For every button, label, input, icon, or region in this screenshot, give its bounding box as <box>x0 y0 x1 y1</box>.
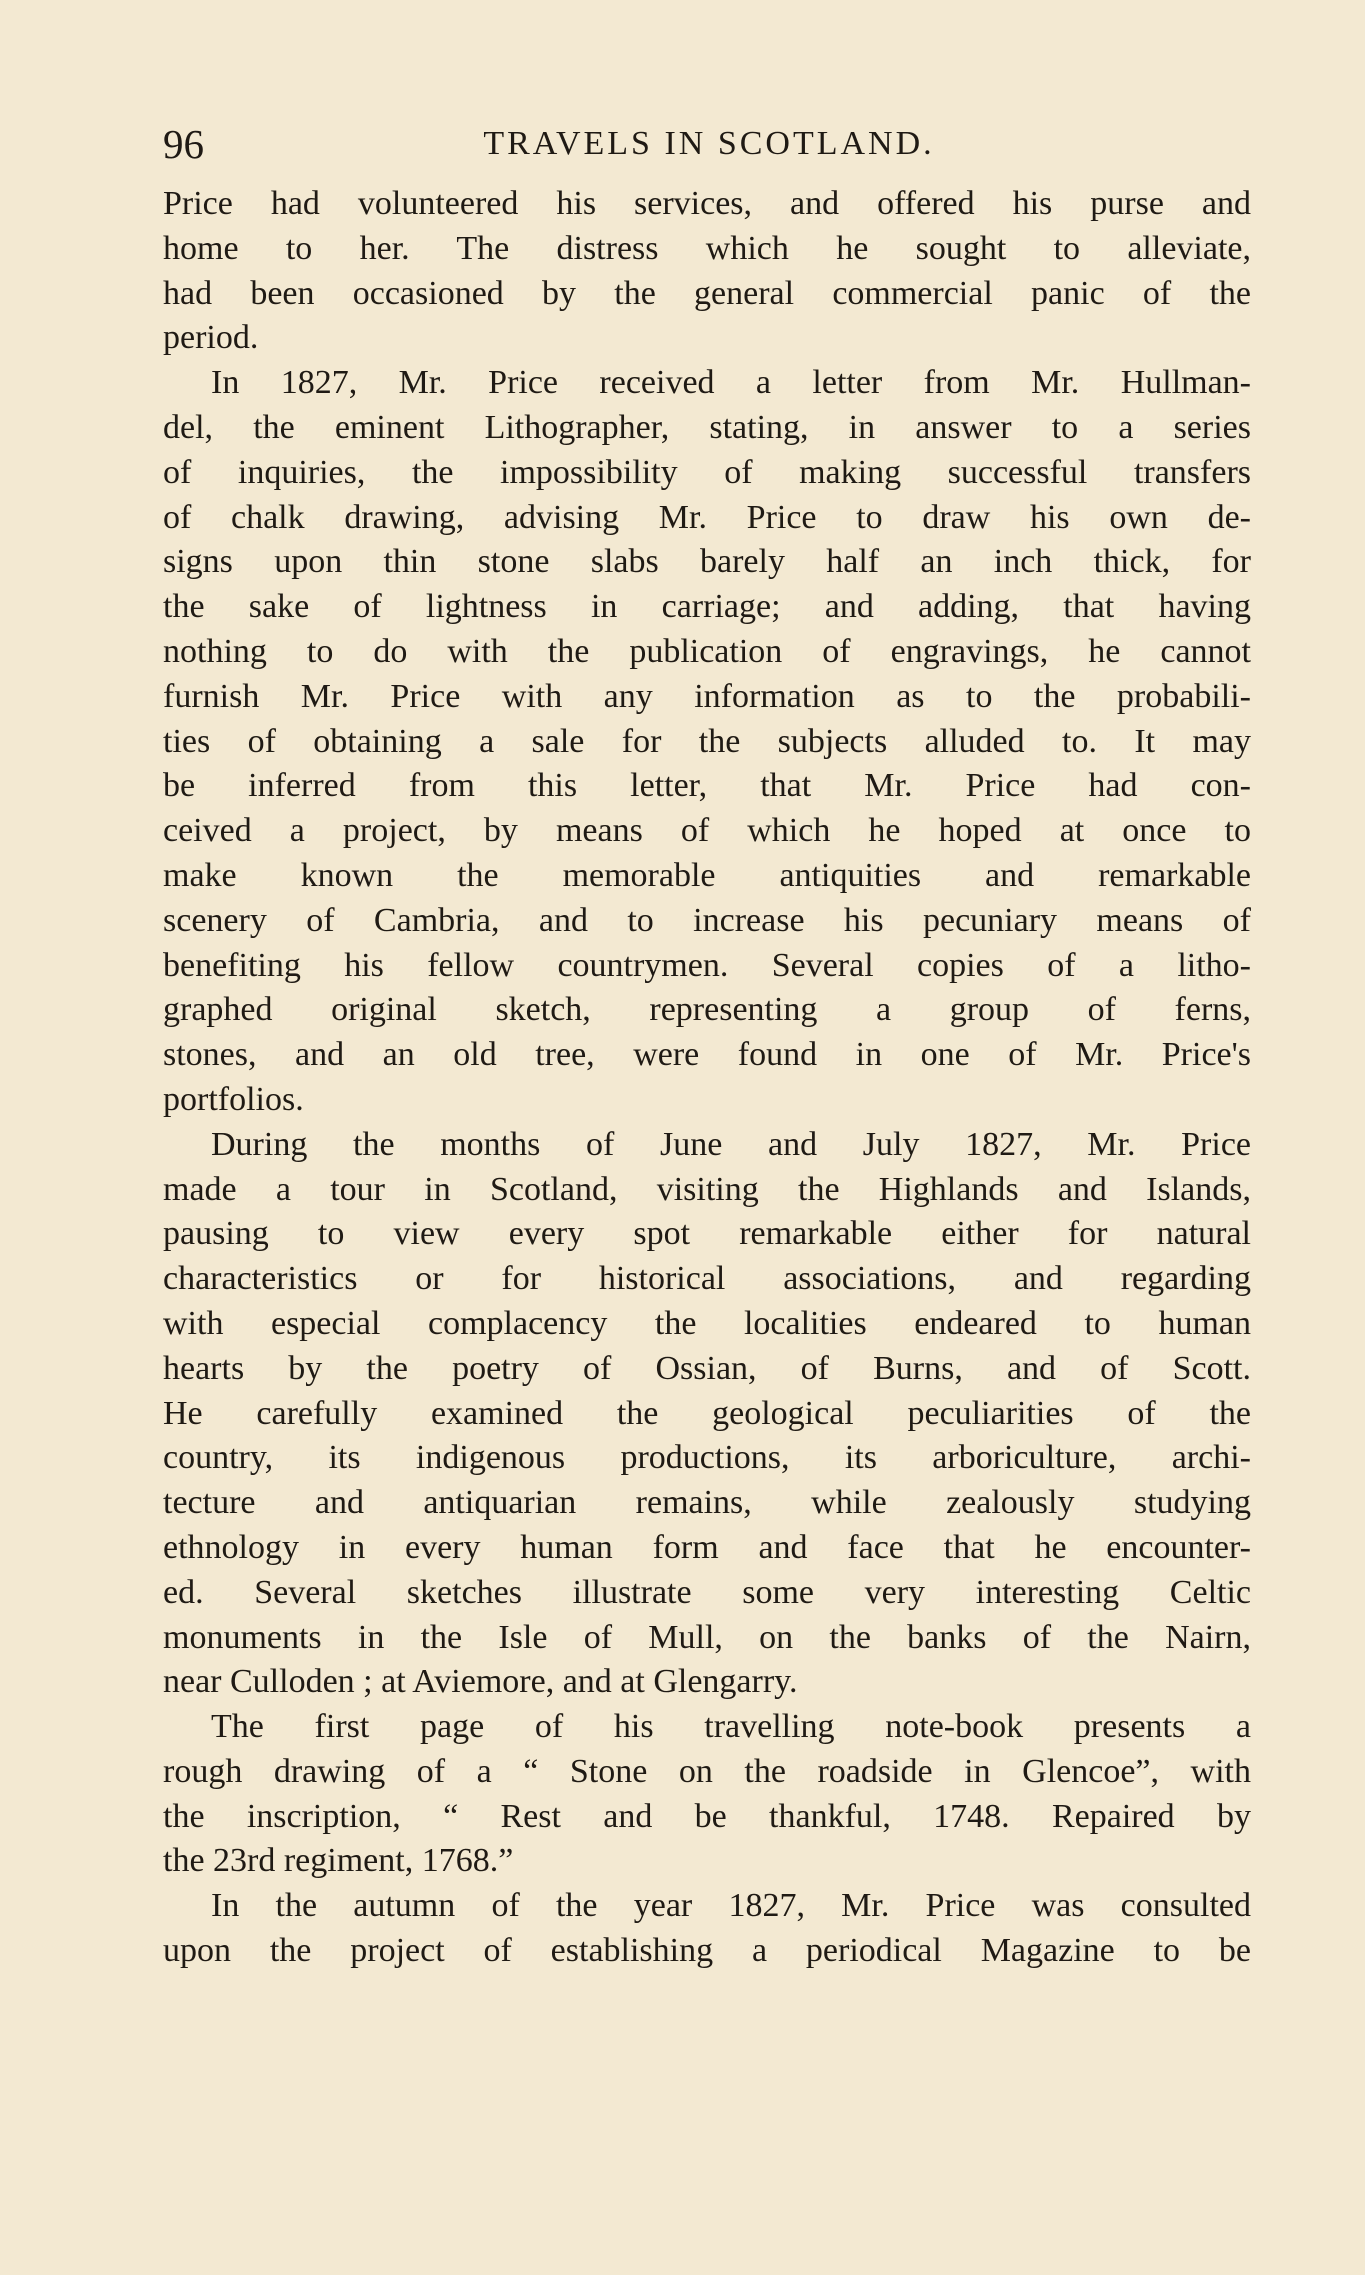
text-line: the 23rd regiment, 1768.” <box>163 1842 514 1880</box>
text-line: signs upon thin stone slabs barely half an inch thick, for <box>163 543 1251 581</box>
text-line: ed. Several sketches illustrate some very interesting Celtic <box>163 1573 1251 1611</box>
body-text <box>163 182 1251 1974</box>
text-line: furnish Mr. Price with any information as to the probabili- <box>163 677 1251 715</box>
text-line: In 1827, Mr. Price received a letter from Mr. Hullman- <box>211 364 1251 402</box>
text-line: upon the project of establishing a periodical Magazine to be <box>163 1932 1251 1970</box>
text-line: the sake of lightness in carriage; and adding, that having <box>163 588 1251 626</box>
text-line: graphed original sketch, representing a group of ferns, <box>163 991 1251 1029</box>
text-line: The first page of his travelling note-book presents a <box>211 1708 1251 1746</box>
text-line: Price had volunteered his services, and offered his purse and <box>163 185 1251 222</box>
text-line: scenery of Cambria, and to increase his pecuniary means of <box>163 901 1251 939</box>
page-number: 96 <box>163 121 204 167</box>
text-line: del, the eminent Lithographer, stating, in answer to a series <box>163 408 1251 446</box>
text-line: characteristics or for historical associations, and regarding <box>163 1260 1251 1298</box>
text-line: pausing to view every spot remarkable either for natural <box>163 1215 1251 1253</box>
text-line: be inferred from this letter, that Mr. Price had con- <box>163 767 1251 805</box>
text-line: near Culloden ; at Aviemore, and at Glengarry. <box>163 1663 798 1701</box>
text-line: period. <box>163 319 259 357</box>
text-line: ethnology in every human form and face that he encounter- <box>163 1528 1251 1566</box>
text-line: rough drawing of a “ Stone on the roadside in Glencoe”, with <box>163 1752 1251 1790</box>
text-line: made a tour in Scotland, visiting the Highlands and Islands, <box>163 1170 1251 1208</box>
text-line: During the months of June and July 1827, Mr. Price <box>211 1125 1251 1163</box>
text-line: country, its indigenous productions, its arboriculture, archi- <box>163 1439 1251 1477</box>
text-line: of inquiries, the impossibility of making successful transfers <box>163 453 1251 491</box>
running-head <box>163 118 1255 170</box>
text-line: hearts by the poetry of Ossian, of Burns, and of Scott. <box>163 1349 1251 1387</box>
text-line: home to her. The distress which he sought to alleviate, <box>163 229 1251 267</box>
text-line: monuments in the Isle of Mull, on the banks of the Nairn, <box>163 1618 1251 1656</box>
text-line: ceived a project, by means of which he hoped at once to <box>163 812 1251 850</box>
text-line: nothing to do with the publication of engravings, he cannot <box>163 632 1251 670</box>
text-line: the inscription, “ Rest and be thankful, 1748. Repaired by <box>163 1797 1251 1835</box>
text-line: ties of obtaining a sale for the subjects alluded to. It may <box>163 722 1251 760</box>
text-line: tecture and antiquarian remains, while zealously studying <box>163 1484 1251 1522</box>
text-line: In the autumn of the year 1827, Mr. Price was consulted <box>211 1887 1251 1925</box>
text-line: portfolios. <box>163 1080 304 1118</box>
text-line: benefiting his fellow countrymen. Several copies of a litho- <box>163 946 1251 984</box>
text-line: stones, and an old tree, were found in one of Mr. Price's <box>163 1036 1251 1074</box>
text-line: of chalk drawing, advising Mr. Price to draw his own de- <box>163 498 1251 536</box>
text-line: make known the memorable antiquities and remarkable <box>163 856 1251 894</box>
text-line: had been occasioned by the general commercial panic of the <box>163 274 1251 312</box>
text-line: with especial complacency the localities endeared to human <box>163 1304 1251 1342</box>
text-line: He carefully examined the geological peculiarities of the <box>163 1394 1251 1432</box>
running-title: TRAVELS IN SCOTLAND. <box>483 125 935 162</box>
